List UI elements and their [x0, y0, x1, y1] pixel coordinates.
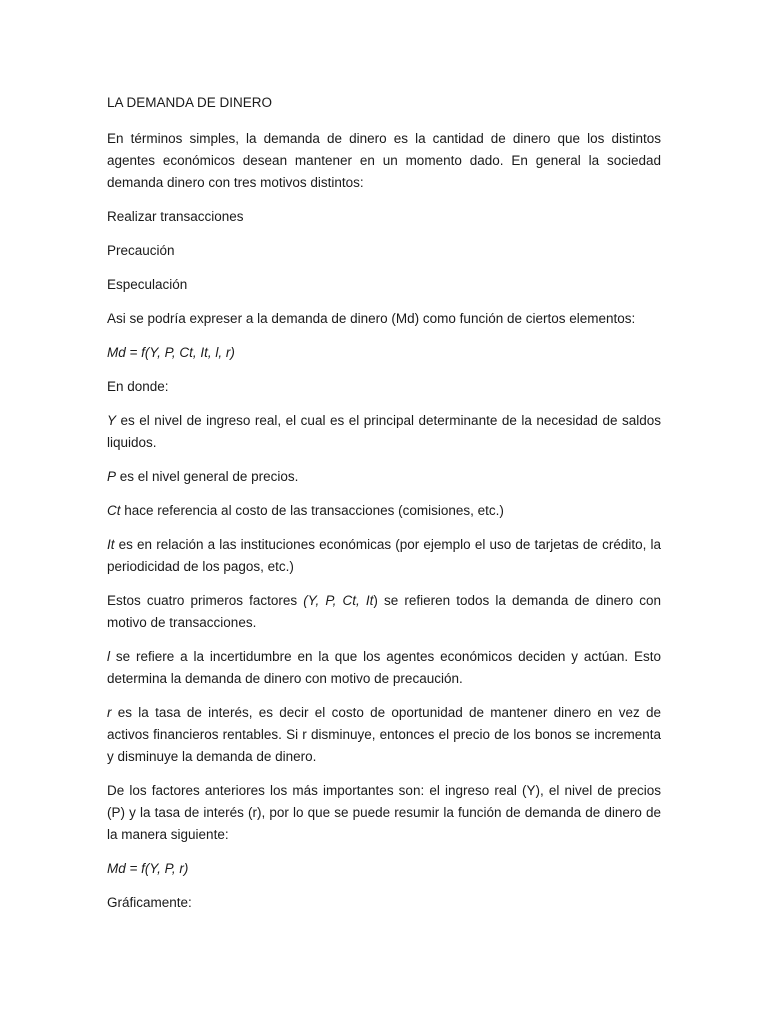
en-donde-label: En donde: — [107, 379, 169, 394]
motive-item: Especulación — [107, 277, 188, 292]
motive-item: Precaución — [107, 243, 175, 258]
variable-symbol: Ct — [107, 503, 121, 518]
document-body — [107, 92, 661, 926]
definition-text: es en relación a las instituciones económicas (por ejemplo el uso de tarjetas de crédito, la periodicidad de los pagos, etc.) — [107, 537, 661, 574]
formula-full: Md = f(Y, P, Ct, It, l, r) — [107, 345, 235, 360]
definition-text: es la tasa de interés, es decir el costo de oportunidad de mantener dinero en vez de activos financieros rentables. Si r disminuye, entonces el precio de los bonos se incrementa y disminuye la demanda de dinero. — [107, 705, 661, 764]
four-factors-pre: Estos cuatro primeros factores — [107, 593, 304, 608]
variable-symbol: It — [107, 537, 115, 552]
graficamente-label: Gráficamente: — [107, 895, 192, 910]
definition-text: es el nivel general de precios. — [116, 469, 299, 484]
definition-y — [107, 410, 661, 454]
motive-item: Realizar transacciones — [107, 209, 244, 224]
four-factors-post: ) se refieren todos la demanda de dinero con motivo de transacciones. — [107, 593, 661, 630]
document-title: LA DEMANDA DE DINERO — [107, 95, 273, 110]
four-factors-paragraph — [107, 590, 661, 634]
definition-ct — [107, 500, 661, 522]
definition-r — [107, 702, 661, 768]
variable-symbol: P — [107, 469, 117, 484]
variable-symbol: Y — [107, 413, 117, 428]
definition-l — [107, 646, 661, 690]
intro-paragraph: En términos simples, la demanda de dinero es la cantidad de dinero que los distintos agentes económicos desean mantener en un momento dado. En general la sociedad demanda dinero con tres motivos distintos: — [107, 131, 661, 190]
definition-text: hace referencia al costo de las transacciones (comisiones, etc.) — [120, 503, 504, 518]
definition-text: es el nivel de ingreso real, el cual es el principal determinante de la necesidad de saldos liquidos. — [107, 413, 661, 450]
four-factors-vars: (Y, P, Ct, It — [303, 593, 374, 608]
variable-symbol: r — [107, 705, 112, 720]
definition-p — [107, 466, 661, 488]
function-intro-paragraph: Asi se podría expreser a la demanda de dinero (Md) como función de ciertos elementos: — [107, 311, 636, 326]
variable-symbol: l — [107, 649, 110, 664]
summary-paragraph: De los factores anteriores los más importantes son: el ingreso real (Y), el nivel de precios (P) y la tasa de interés (r), por lo que se puede resumir la función de demanda de dinero de la manera siguiente: — [107, 783, 661, 842]
definition-text: se refiere a la incertidumbre en la que los agentes económicos deciden y actúan. Esto determina la demanda de dinero con motivo de precaución. — [107, 649, 661, 686]
definition-it — [107, 534, 661, 578]
formula-reduced: Md = f(Y, P, r) — [107, 861, 189, 876]
